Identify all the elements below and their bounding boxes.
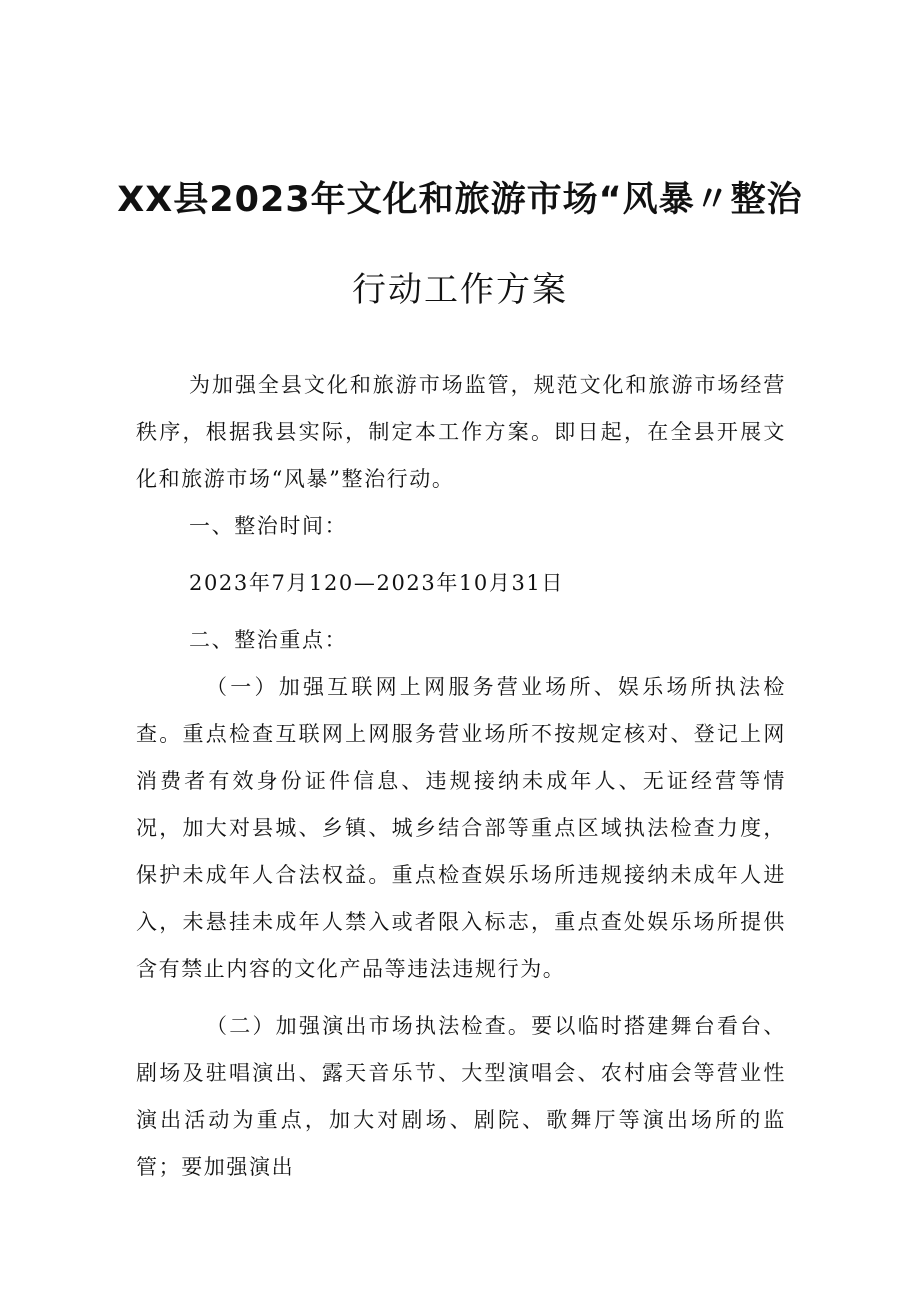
item-1-paragraph: （一）加强互联网上网服务营业场所、娱乐场所执法检查。重点检查互联网上网服务营业场所不按规定核对、登记上网消费者有效身份证件信息、违规接纳未成年人、无证经营等情况，加大对县城、乡镇、城乡结合部等重点区域执法检查力度，保护未成年人合法权益。重点检查娱乐场所违规接纳未成年人进入，未悬挂未成年人禁入或者限入标志，重点查处娱乐场所提供含有禁止内容的文化产品等违法违规行为。 xyxy=(136,675,786,981)
document-title-line-2: 行动工作方案 xyxy=(352,270,568,310)
document-title-line-1: XX县2023年文化和旅游市场“风暴〃整治 xyxy=(117,180,803,220)
section-1-date: 2023年7月120—2023年10月31日 xyxy=(189,571,564,595)
section-2-heading: 二、整治重点： xyxy=(189,628,348,652)
item-2-paragraph: （二）加强演出市场执法检查。要以临时搭建舞台看台、剧场及驻唱演出、露天音乐节、大型演唱会、农村庙会等营业性演出活动为重点，加大对剧场、剧院、歌舞厅等演出场所的监管；要加强演出 xyxy=(136,1014,786,1179)
section-1-heading: 一、整治时间： xyxy=(189,514,348,538)
document-body xyxy=(136,362,786,1191)
intro-paragraph: 为加强全县文化和旅游市场监管，规范文化和旅游市场经营秩序，根据我县实际，制定本工作方案。即日起，在全县开展文化和旅游市场“风暴”整治行动。 xyxy=(136,373,786,491)
